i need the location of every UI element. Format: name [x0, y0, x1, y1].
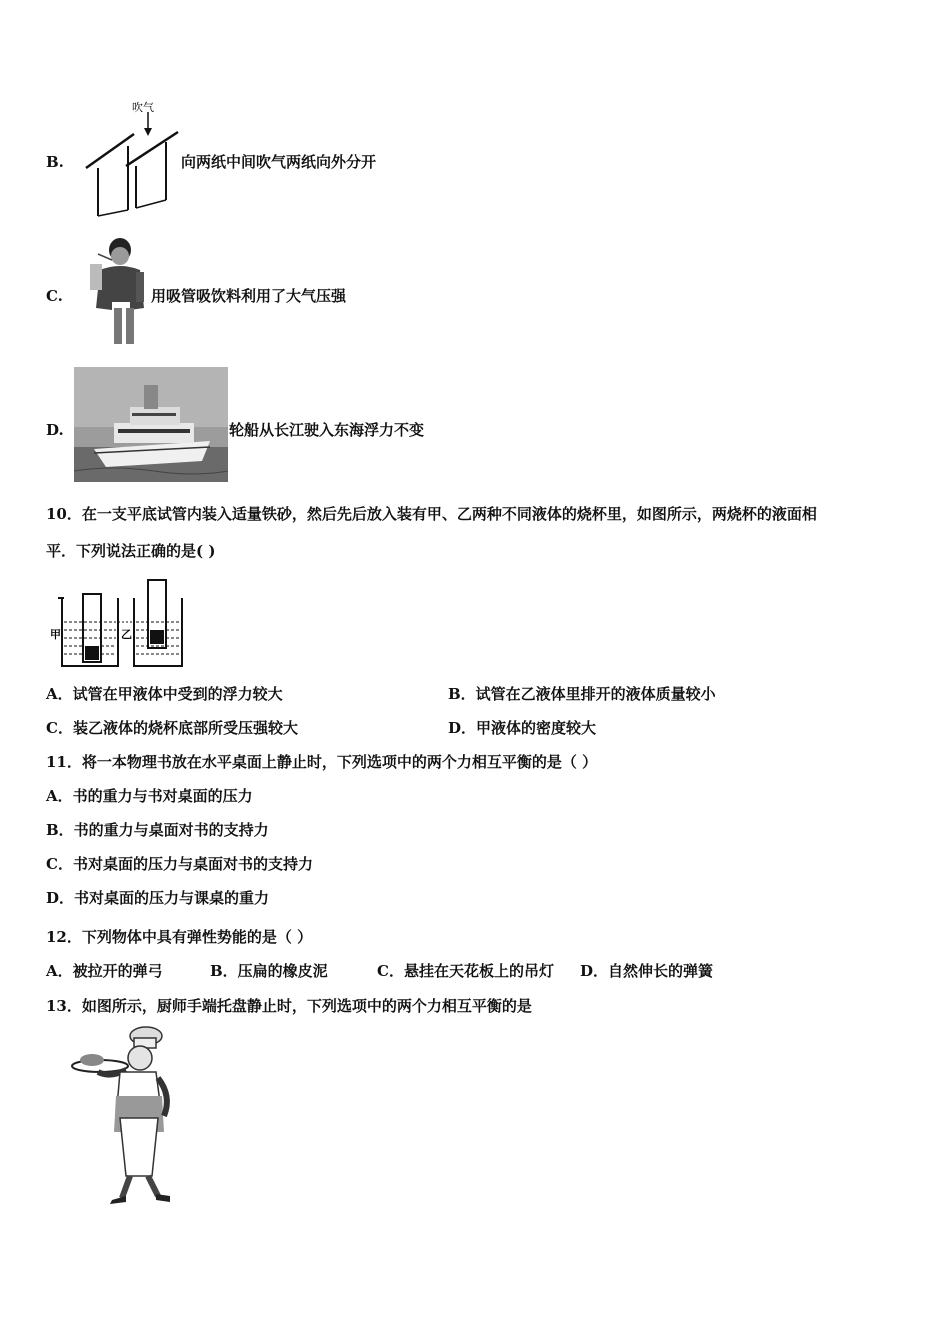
q11-option-d: D．书对桌面的压力与课桌的重力 — [46, 889, 270, 907]
q13-stem: 13．如图所示，厨师手端托盘静止时，下列选项中的两个力相互平衡的是 — [46, 997, 532, 1015]
q11-stem: 11．将一本物理书放在水平桌面上静止时，下列选项中的两个力相互平衡的是（ ） — [46, 753, 598, 771]
option-b-letter: B. — [46, 153, 64, 171]
option-c-letter: C. — [46, 287, 63, 305]
q11-option-b: B．书的重力与桌面对书的支持力 — [46, 821, 269, 839]
q10-option-d: D．甲液体的密度较大 — [448, 719, 597, 737]
q10-stem-line2: 平．下列说法正确的是( ) — [46, 542, 216, 560]
q10-option-c: C．装乙液体的烧杯底部所受压强较大 — [46, 719, 298, 737]
option-c-text: 用吸管吸饮料利用了大气压强 — [151, 287, 347, 305]
chef-figure — [60, 1026, 180, 1206]
q12-stem: 12．下列物体中具有弹性势能的是（ ） — [46, 928, 313, 946]
paper-blowing-figure — [82, 96, 182, 220]
option-d-letter: D. — [46, 421, 64, 439]
q12-option-c: C．悬挂在天花板上的吊灯 — [377, 962, 554, 980]
q10-beakers-figure — [50, 578, 190, 670]
q10-option-a: A．试管在甲液体中受到的浮力较大 — [46, 685, 283, 703]
option-d-text: 轮船从长江驶入东海浮力不变 — [229, 421, 425, 439]
ship-photo — [74, 367, 228, 482]
q11-option-c: C．书对桌面的压力与桌面对书的支持力 — [46, 855, 313, 873]
q11-option-a: A．书的重力与书对桌面的压力 — [46, 787, 253, 805]
blow-air-label: 吹气 — [132, 101, 154, 114]
beaker-label-jia: 甲 — [50, 628, 61, 641]
option-b-text: 向两纸中间吹气两纸向外分开 — [181, 153, 377, 171]
q12-option-d: D．自然伸长的弹簧 — [580, 962, 714, 980]
q10-option-b: B．试管在乙液体里排开的液体质量较小 — [448, 685, 716, 703]
q12-option-a: A．被拉开的弹弓 — [46, 962, 163, 980]
q10-stem-line1: 10．在一支平底试管内装入适量铁砂，然后先后放入装有甲、乙两种不同液体的烧杯里，如图所示，两烧杯的液面相 — [46, 505, 817, 523]
boy-drinking-photo — [84, 236, 148, 348]
q12-option-b: B．压扁的橡皮泥 — [210, 962, 328, 980]
beaker-label-yi: 乙 — [121, 628, 132, 641]
